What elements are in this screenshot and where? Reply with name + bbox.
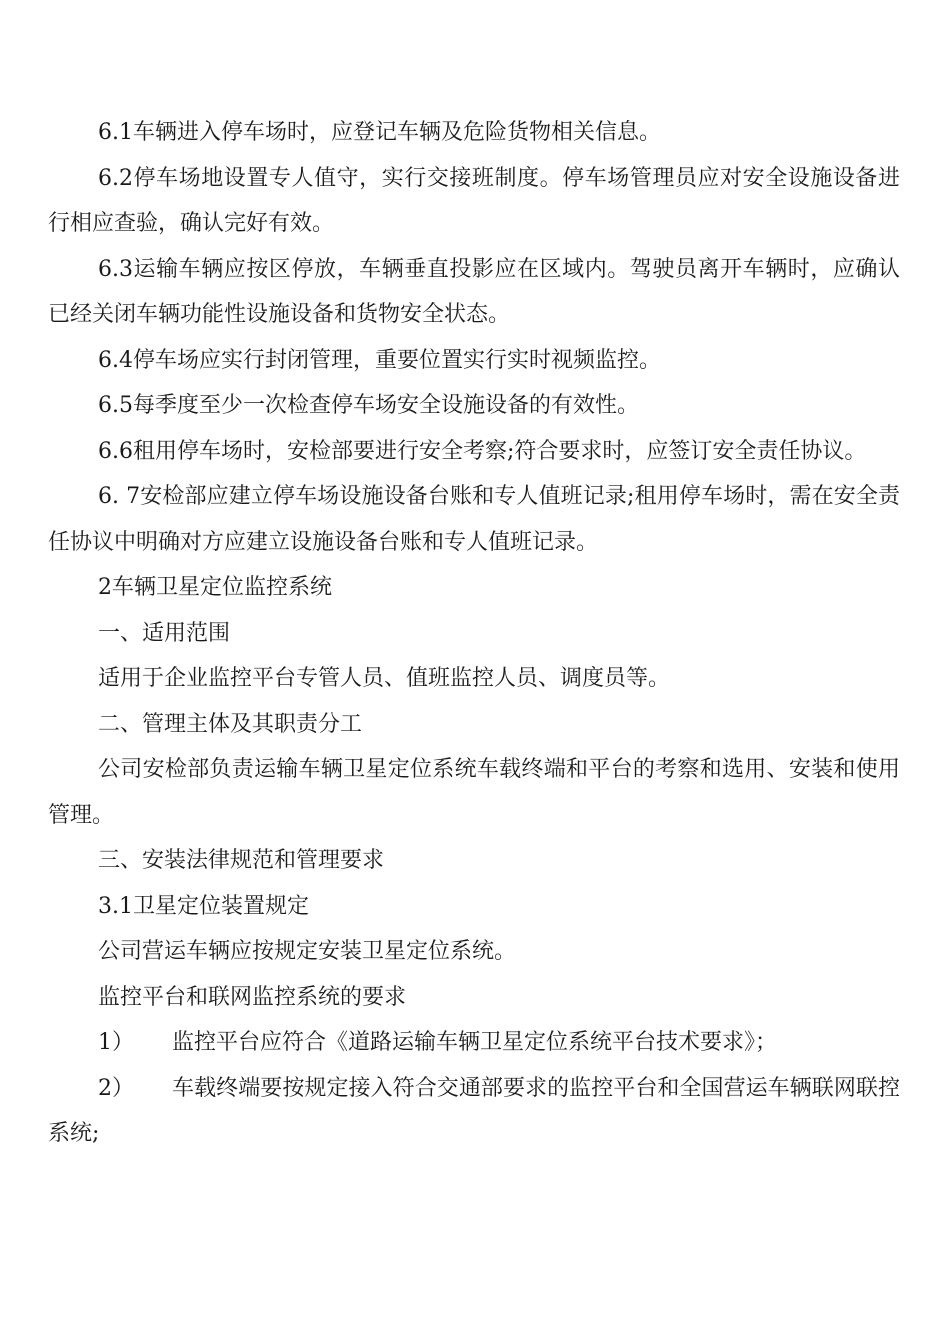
- list-item-2: [48, 1066, 900, 1157]
- list-item-text: 监控平台应符合《道路运输车辆卫星定位系统平台技术要求》；: [172, 1030, 778, 1055]
- heading-responsibilities: 二、管理主体及其职责分工: [98, 711, 363, 737]
- list-item-1: [48, 1020, 900, 1066]
- heading-scope: 一、适用范围: [98, 620, 231, 646]
- list-item-number: 1）: [98, 1030, 134, 1055]
- section-heading-satellite-monitoring: 2车辆卫星定位监控系统: [98, 575, 332, 600]
- paragraph-installation: 公司营运车辆应按规定安装卫星定位系统。: [98, 939, 517, 964]
- paragraph-platform-requirements: 监控平台和联网监控系统的要求: [98, 984, 407, 1010]
- paragraph-6-4: 6.4停车场应实行封闭管理，重要位置实行实时视频监控。: [98, 347, 661, 373]
- paragraph-6-1: 6.1车辆进入停车场时，应登记车辆及危险货物相关信息。: [98, 120, 661, 145]
- heading-3-1: 3.1卫星定位装置规定: [98, 893, 309, 919]
- list-item-text: 车载终端要按规定接入符合交通部要求的监控平台和全国营运车辆联网联控系统;: [48, 1075, 900, 1146]
- paragraph-6-2: 6.2停车场地设置专人值守，实行交接班制度。停车场管理员应对安全设施设备进行相应查验，确认完好有效。: [48, 165, 900, 236]
- paragraph-6-5: 6.5每季度至少一次检查停车场安全设施设备的有效性。: [98, 393, 639, 418]
- list-item-number: 2）: [98, 1075, 134, 1101]
- paragraph-responsibilities: 公司安检部负责运输车辆卫星定位系统车载终端和平台的考察和选用、安装和使用管理。: [48, 757, 900, 828]
- paragraph-6-3: 6.3运输车辆应按区停放，车辆垂直投影应在区域内。驾驶员离开车辆时，应确认已经关闭车辆功能性设施设备和货物安全状态。: [48, 256, 900, 327]
- heading-legal-requirements: 三、安装法律规范和管理要求: [98, 848, 385, 873]
- document-body: [48, 110, 900, 1157]
- paragraph-6-7: 6. 7安检部应建立停车场设施设备台账和专人值班记录;租用停车场时，需在安全责任协议中明确对方应建立设施设备台账和专人值班记录。: [48, 484, 900, 555]
- paragraph-6-6: 6.6租用停车场时，安检部要进行安全考察;符合要求时，应签订安全责任协议。: [98, 438, 867, 464]
- paragraph-scope: 适用于企业监控平台专管人员、值班监控人员、调度员等。: [98, 666, 671, 691]
